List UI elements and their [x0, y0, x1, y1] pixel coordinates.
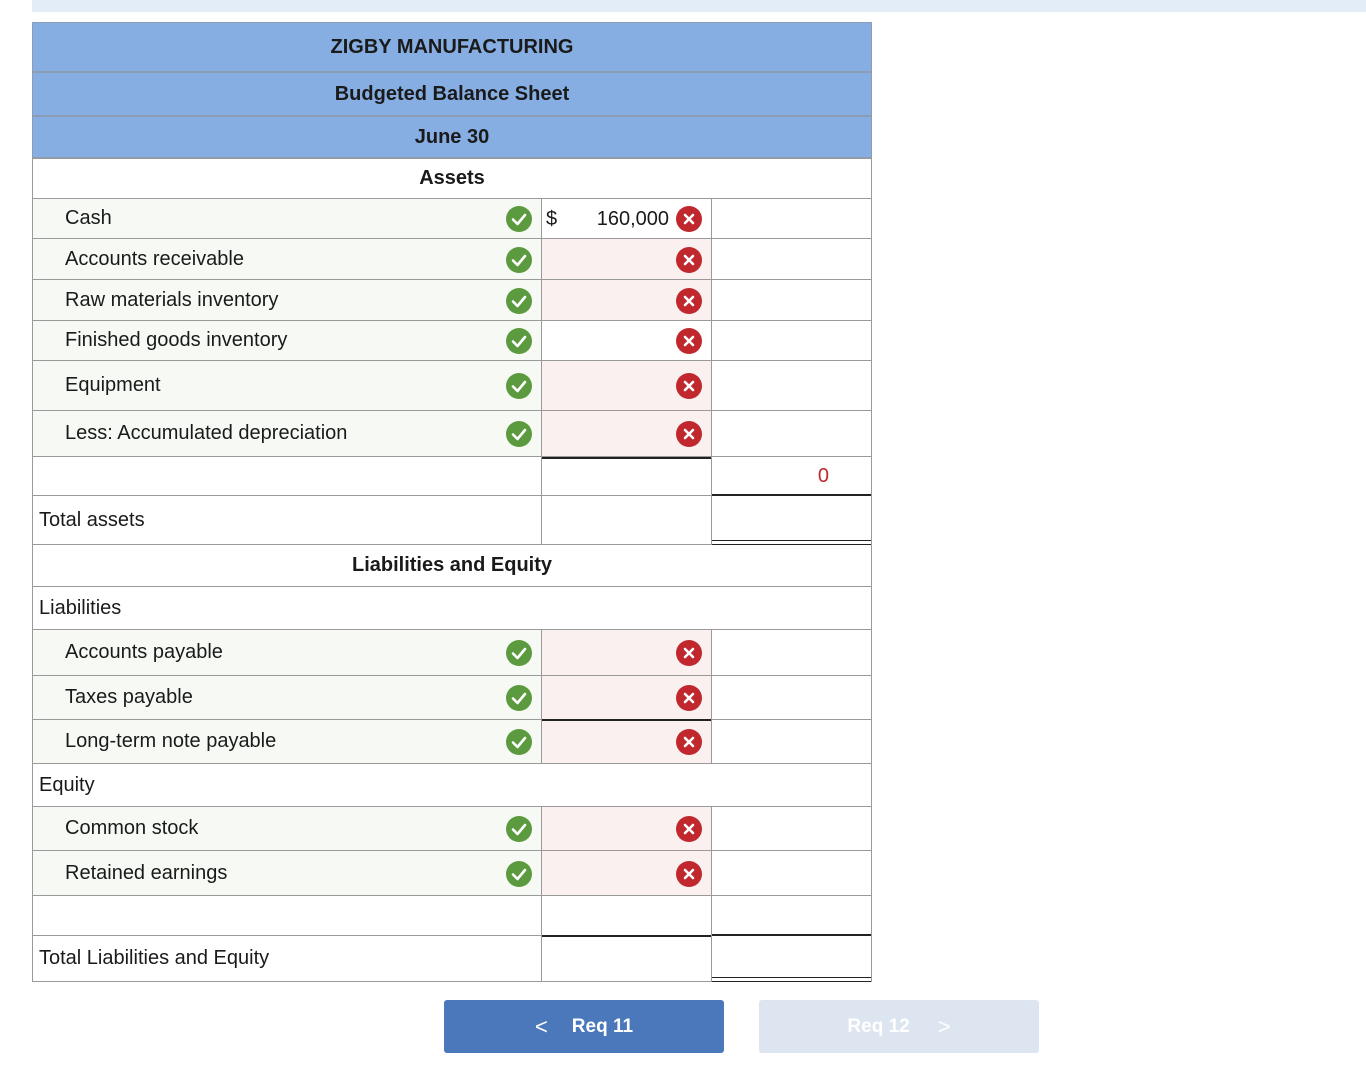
total-input[interactable]	[712, 361, 872, 410]
check-icon	[506, 288, 532, 314]
liabilities-equity-section-text: Liabilities and Equity	[351, 554, 553, 576]
row-label: Finished goods inventory	[32, 321, 542, 360]
company-name	[32, 22, 872, 72]
total-input[interactable]	[712, 457, 872, 495]
amount-input[interactable]	[542, 457, 712, 495]
asset-row-finished-goods	[32, 321, 872, 361]
next-req-label: Req 12	[847, 1015, 910, 1037]
row-label: Taxes payable	[32, 676, 542, 719]
error-icon	[676, 729, 702, 755]
row-label	[32, 457, 542, 495]
check-icon	[506, 421, 532, 447]
underline	[542, 719, 711, 721]
liabilities-equity-subtotal-row	[32, 896, 872, 936]
prev-req-button[interactable]	[444, 1000, 724, 1053]
assets-section-title	[32, 158, 872, 199]
total-input[interactable]	[712, 411, 872, 456]
asset-row-cash	[32, 199, 872, 239]
total-input[interactable]	[712, 496, 872, 544]
liabilities-equity-section-title	[32, 545, 872, 587]
check-icon	[506, 328, 532, 354]
amount-input[interactable]	[542, 496, 712, 544]
total-input[interactable]	[712, 936, 872, 981]
total-input[interactable]	[712, 807, 872, 850]
asset-row-accumulated-depreciation	[32, 411, 872, 457]
error-icon	[676, 206, 702, 232]
error-icon	[676, 328, 702, 354]
amount-input[interactable]	[542, 896, 712, 935]
check-icon	[506, 247, 532, 273]
asset-row-equipment	[32, 361, 872, 411]
check-icon	[506, 206, 532, 232]
row-label: Cash	[32, 199, 542, 238]
total-input[interactable]	[712, 280, 872, 320]
check-icon	[506, 816, 532, 842]
row-label: Long-term note payable	[32, 720, 542, 763]
total-input[interactable]	[712, 199, 872, 238]
prev-req-label: Req 11	[571, 1015, 634, 1037]
top-bar	[32, 0, 1366, 12]
amount-value: 160,000	[596, 208, 669, 230]
total-input[interactable]	[712, 720, 872, 763]
error-icon	[676, 685, 702, 711]
asset-subtotal-row	[32, 457, 872, 496]
company-name-text: ZIGBY MANUFACTURING	[330, 35, 574, 58]
check-icon	[506, 640, 532, 666]
underline	[542, 457, 711, 459]
error-icon	[676, 421, 702, 447]
row-label: Raw materials inventory	[32, 280, 542, 320]
error-icon	[676, 373, 702, 399]
row-label: Equipment	[32, 361, 542, 410]
total-liabilities-equity-label: Total Liabilities and Equity	[32, 936, 542, 981]
total-input[interactable]	[712, 676, 872, 719]
total-assets-row	[32, 496, 872, 545]
error-icon	[676, 816, 702, 842]
amount-input[interactable]	[542, 936, 712, 981]
error-icon	[676, 640, 702, 666]
equity-label-row	[32, 764, 872, 807]
sheet-title	[32, 72, 872, 116]
liability-row-taxes-payable	[32, 676, 872, 720]
total-input[interactable]	[712, 321, 872, 360]
error-icon	[676, 861, 702, 887]
row-label: Retained earnings	[32, 851, 542, 895]
check-icon	[506, 861, 532, 887]
total-input[interactable]	[712, 896, 872, 935]
error-icon	[676, 247, 702, 273]
row-label: Accounts payable	[32, 630, 542, 675]
next-req-button[interactable]	[759, 1000, 1039, 1053]
chevron-left-icon: <	[534, 1013, 548, 1039]
underline	[542, 935, 711, 937]
sheet-date	[32, 116, 872, 158]
total-input[interactable]	[712, 851, 872, 895]
sheet-title-text: Budgeted Balance Sheet	[334, 82, 570, 105]
equity-label: Equity	[32, 764, 872, 806]
equity-row-common-stock	[32, 807, 872, 851]
subtotal-value: 0	[817, 465, 829, 487]
row-label: Less: Accumulated depreciation	[32, 411, 542, 456]
liability-row-accounts-payable	[32, 630, 872, 676]
total-assets-label: Total assets	[32, 496, 542, 544]
total-liabilities-equity-row	[32, 936, 872, 982]
currency-symbol: $	[546, 208, 558, 230]
double-underline	[712, 977, 871, 982]
total-input[interactable]	[712, 630, 872, 675]
row-label: Common stock	[32, 807, 542, 850]
asset-row-raw-materials	[32, 280, 872, 321]
sheet-date-text: June 30	[414, 125, 490, 148]
liabilities-label-row	[32, 587, 872, 630]
liabilities-label: Liabilities	[32, 587, 872, 629]
check-icon	[506, 373, 532, 399]
total-input[interactable]	[712, 239, 872, 279]
check-icon	[506, 729, 532, 755]
error-icon	[676, 288, 702, 314]
chevron-right-icon: >	[937, 1013, 951, 1039]
assets-section-text: Assets	[419, 167, 485, 189]
asset-row-accounts-receivable	[32, 239, 872, 280]
check-icon	[506, 685, 532, 711]
equity-row-retained-earnings	[32, 851, 872, 896]
row-label	[32, 896, 542, 935]
liability-row-long-term-note	[32, 720, 872, 764]
row-label: Accounts receivable	[32, 239, 542, 279]
